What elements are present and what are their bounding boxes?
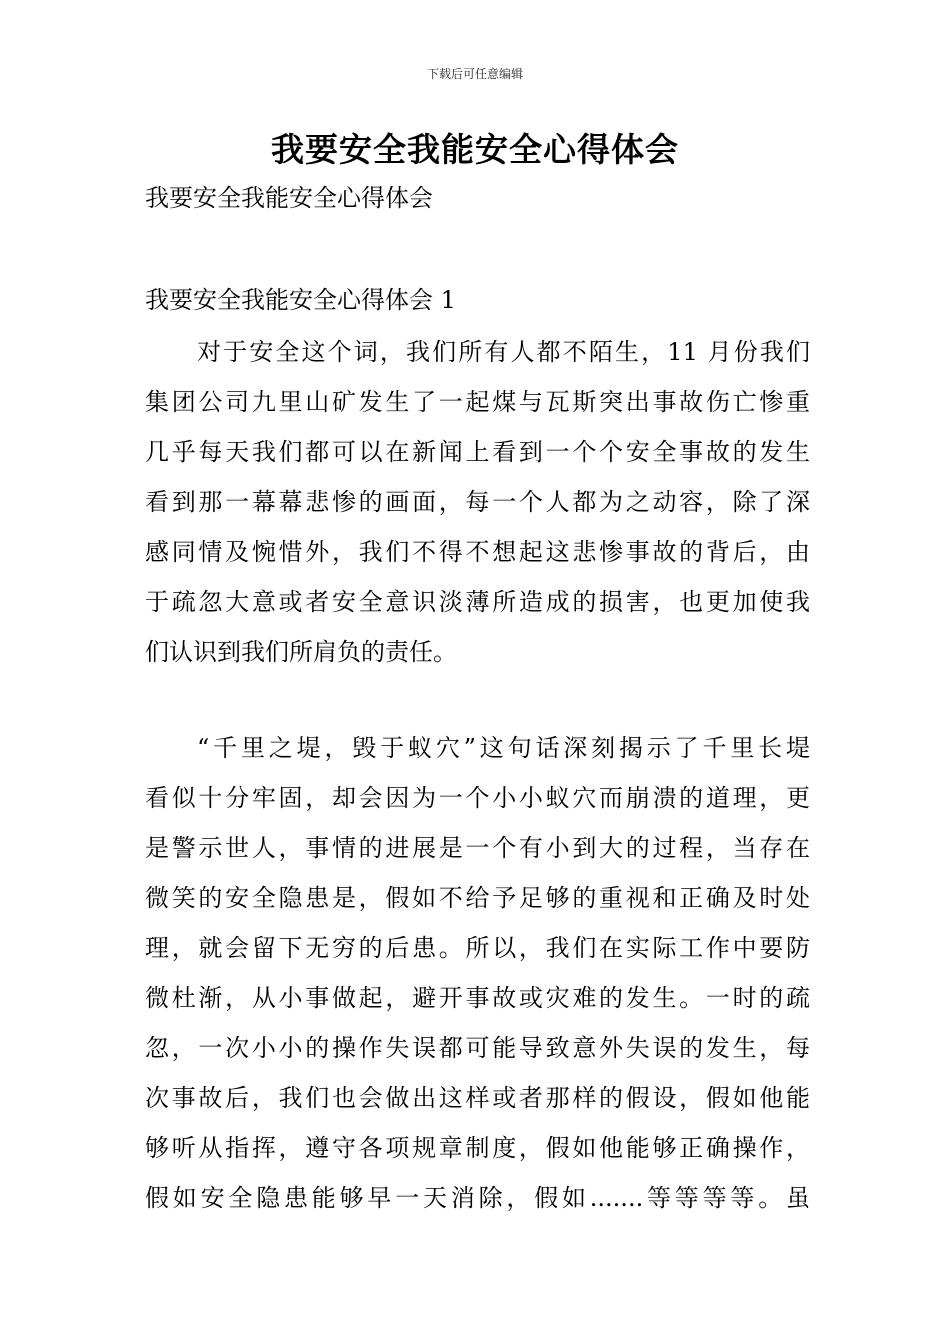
- document-title: 我要安全我能安全心得体会: [271, 130, 679, 169]
- paragraph-line: 感同情及惋惜外，我们不得不想起这悲惨事故的背后，由: [145, 538, 810, 566]
- paragraph-2: [145, 723, 810, 1223]
- paragraph-line: 微笑的安全隐患是，假如不给予足够的重视和正确及时处: [145, 884, 810, 912]
- paragraph-line: 忽，一次小小的操作失误都可能导致意外失误的发生，每: [145, 1034, 810, 1062]
- paragraph-line: 几乎每天我们都可以在新闻上看到一个个安全事故的发生: [145, 438, 810, 466]
- paragraph-line: 微杜渐，从小事做起，避开事故或灾难的发生。一时的疏: [145, 984, 810, 1012]
- paragraph-line: 理，就会留下无穷的后患。所以，我们在实际工作中要防: [145, 934, 810, 962]
- paragraph-line: 集团公司九里山矿发生了一起煤与瓦斯突出事故伤亡惨重: [145, 388, 810, 416]
- paragraph-line: “千里之堤，毁于蚁穴”这句话深刻揭示了千里长堤: [197, 734, 810, 762]
- paragraph-line: 够听从指挥，遵守各项规章制度，假如他能够正确操作，: [145, 1134, 810, 1162]
- paragraph-line: 对于安全这个词，我们所有人都不陌生，11 月份我们: [197, 338, 810, 366]
- paragraph-line: 看似十分牢固，却会因为一个小小蚁穴而崩溃的道理，更: [145, 784, 810, 812]
- section-heading: 我要安全我能安全心得体会 1: [145, 286, 456, 314]
- paragraph-1: [145, 327, 810, 677]
- header-note: 下载后可任意编辑: [426, 67, 523, 81]
- paragraph-line: 们认识到我们所肩负的责任。: [145, 638, 457, 666]
- paragraph-line: 是警示世人，事情的进展是一个有小到大的过程，当存在: [145, 834, 810, 862]
- paragraph-line: 假如安全隐患能够早一天消除，假如.......等等等等。虽: [145, 1184, 810, 1212]
- paragraph-line: 看到那一幕幕悲惨的画面，每一个人都为之动容，除了深: [145, 488, 810, 516]
- paragraph-line: 于疏忽大意或者安全意识淡薄所造成的损害，也更加使我: [145, 588, 810, 616]
- document-subtitle: 我要安全我能安全心得体会: [145, 184, 433, 212]
- paragraph-line: 次事故后，我们也会做出这样或者那样的假设，假如他能: [145, 1084, 810, 1112]
